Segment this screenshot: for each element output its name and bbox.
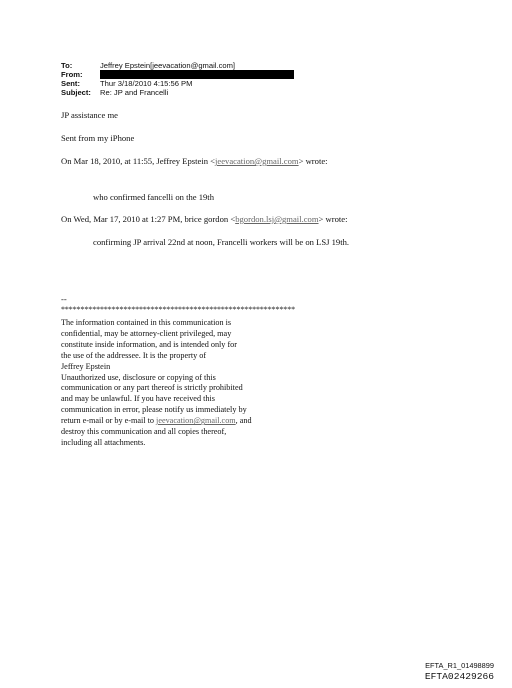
to-value: Jeffrey Epstein[jeevacation@gmail.com] <box>100 61 236 70</box>
subject-value: Re: JP and Francelli <box>100 88 169 97</box>
quote2-header <box>61 214 347 225</box>
disclaimer-line: Jeffrey Epstein <box>61 361 111 371</box>
quote2-suffix: > wrote: <box>318 214 348 224</box>
quote2-email-link[interactable]: bgordon.lsj@gmail.com <box>235 214 319 224</box>
disclaimer-line: and may be unlawful. If you have received this <box>61 394 215 404</box>
disclaimer-email-link[interactable]: jeevacation@gmail.com <box>156 416 236 426</box>
quote1-header <box>61 156 328 167</box>
disclaimer-line: destroy this communication and all copies thereof, <box>61 427 227 437</box>
disclaimer-email-prefix: return e-mail or by e-mail to <box>61 416 157 426</box>
disclaimer-line: The information contained in this communication is <box>61 318 232 327</box>
disclaimer-line: constitute inside information, and is intended only for <box>61 339 237 349</box>
bates-id-large: EFTA02429266 <box>424 671 494 682</box>
disclaimer-line: communication or any part thereof is strictly prohibited <box>61 383 243 393</box>
disclaimer-line: communication in error, please notify us immediately by <box>61 405 247 415</box>
quote1-prefix: On Mar 18, 2010, at 11:55, Jeffrey Epstein < <box>61 156 216 166</box>
sent-value: Thur 3/18/2010 4:15:56 PM <box>100 79 193 88</box>
redaction-bar <box>100 70 294 79</box>
sent-label: Sent: <box>61 79 80 88</box>
disclaimer-line: confidential, may be attorney-client privileged, may <box>61 328 232 338</box>
quote2-prefix: On Wed, Mar 17, 2010 at 1:27 PM, brice gordon < <box>61 214 236 224</box>
body-line-1: JP assistance me <box>61 110 118 120</box>
signature-stars: ************************************************************ <box>61 305 296 314</box>
quote1-suffix: > wrote: <box>298 156 328 166</box>
disclaimer-line: including all attachments. <box>61 437 146 447</box>
body-line-2: Sent from my iPhone <box>61 133 135 143</box>
signature-dashes: -- <box>61 294 67 304</box>
quote1-text: who confirmed fancelli on the 19th <box>93 192 214 202</box>
quote2-text: confirming JP arrival 22nd at noon, Francelli workers will be on LSJ 19th. <box>93 237 350 247</box>
to-label: To: <box>61 61 73 70</box>
disclaimer-line: Unauthorized use, disclosure or copying of this <box>61 372 216 382</box>
disclaimer-block <box>61 318 301 449</box>
subject-label: Subject: <box>61 88 91 97</box>
bates-id-small: EFTA_R1_01498899 <box>425 661 494 670</box>
from-label: From: <box>61 70 83 79</box>
disclaimer-line: the use of the addressee. It is the property of <box>61 350 207 360</box>
disclaimer-line-email <box>61 416 301 427</box>
disclaimer-email-suffix: , and <box>235 416 252 426</box>
quote1-email-link[interactable]: jeevacation@gmail.com <box>215 156 299 166</box>
